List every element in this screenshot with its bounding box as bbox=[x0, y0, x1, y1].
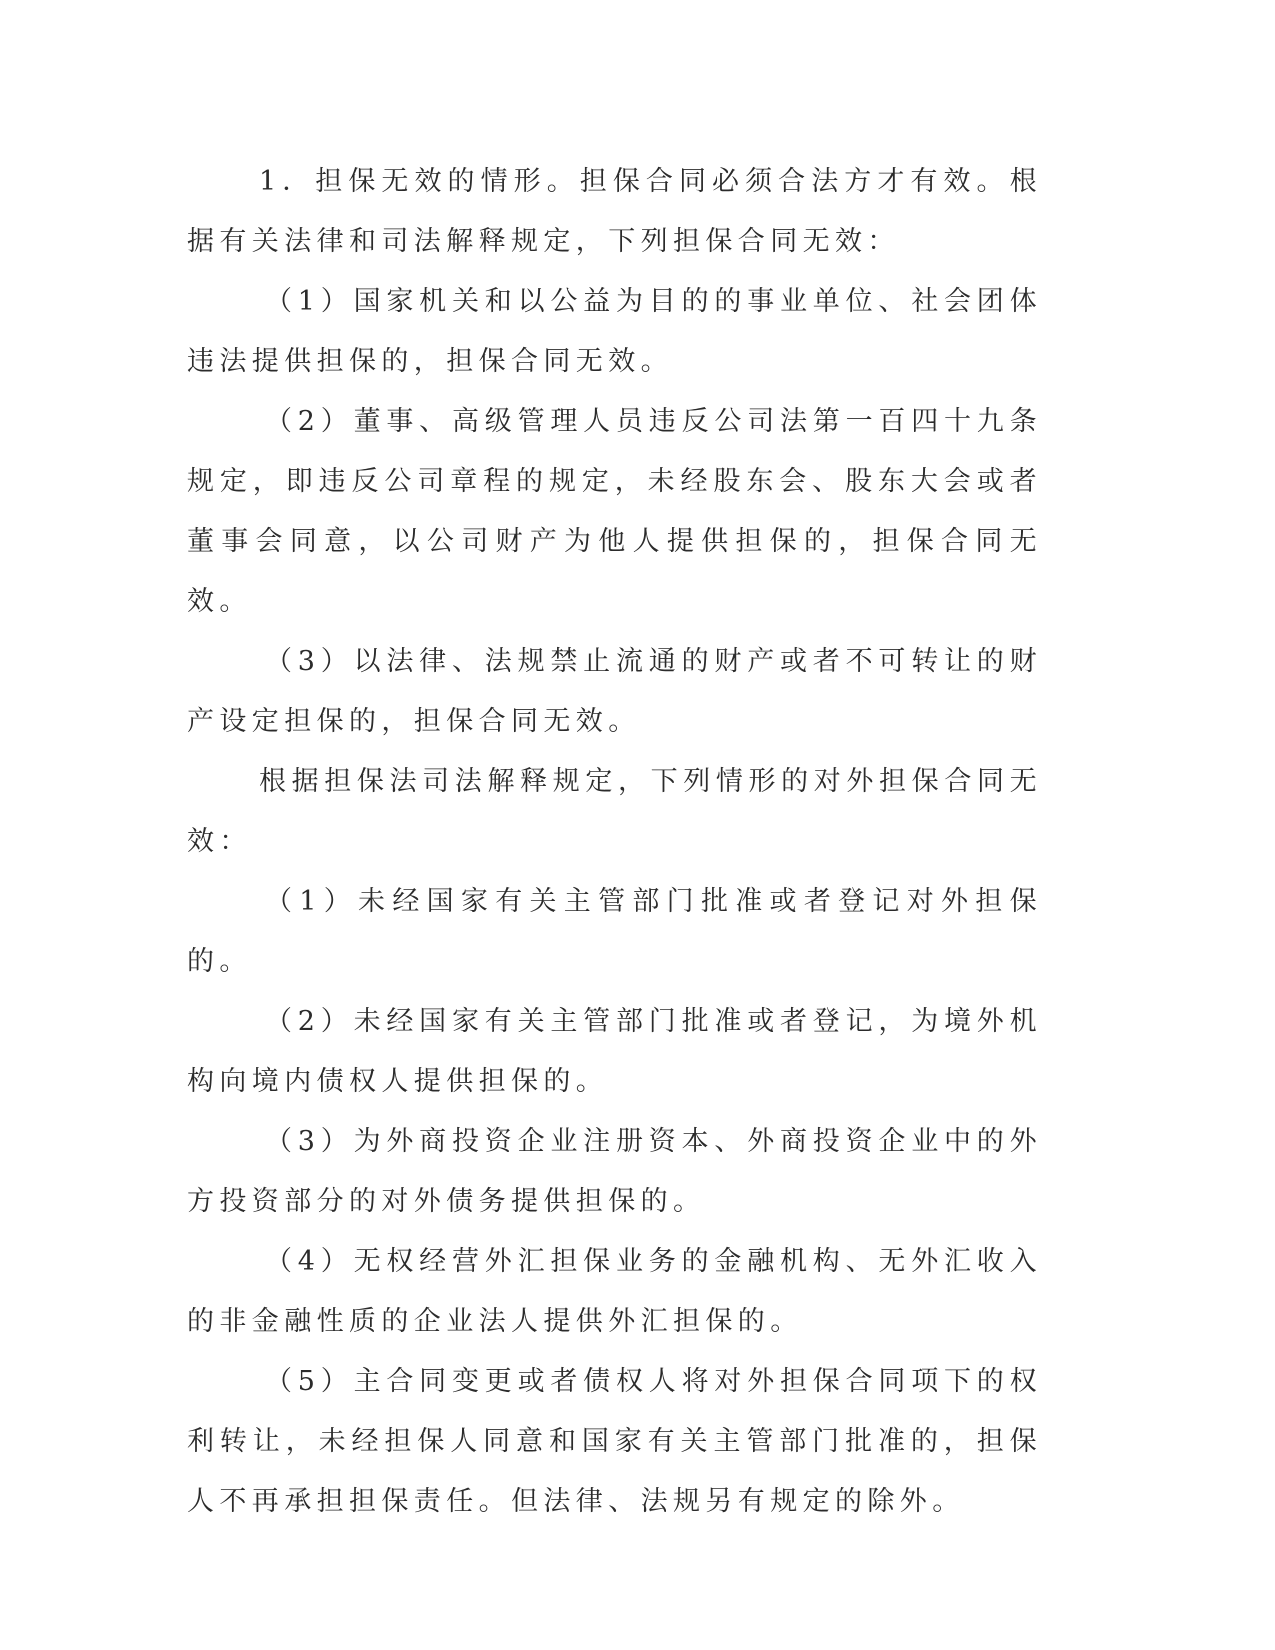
paragraph-invalid-guarantee-intro: 1．担保无效的情形。担保合同必须合法方才有效。根据有关法律和司法解释规定，下列担保合同无效： bbox=[187, 166, 1042, 257]
paragraph-foreign-item-2: （2）未经国家有关主管部门批准或者登记，为境外机构向境内债权人提供担保的。 bbox=[187, 1006, 1042, 1097]
paragraph-foreign-guarantee-intro: 根据担保法司法解释规定，下列情形的对外担保合同无效： bbox=[187, 766, 1042, 857]
paragraph-foreign-item-4: （4）无权经营外汇担保业务的金融机构、无外汇收入的非金融性质的企业法人提供外汇担保的。 bbox=[187, 1246, 1042, 1337]
paragraph-foreign-item-1: （1）未经国家有关主管部门批准或者登记对外担保的。 bbox=[187, 886, 1042, 977]
paragraph-item-1: （1）国家机关和以公益为目的的事业单位、社会团体违法提供担保的，担保合同无效。 bbox=[187, 286, 1042, 377]
document-body bbox=[187, 152, 1042, 1532]
paragraph-foreign-item-3: （3）为外商投资企业注册资本、外商投资企业中的外方投资部分的对外债务提供担保的。 bbox=[187, 1126, 1042, 1217]
paragraph-item-3: （3）以法律、法规禁止流通的财产或者不可转让的财产设定担保的，担保合同无效。 bbox=[187, 646, 1042, 737]
paragraph-item-2: （2）董事、高级管理人员违反公司法第一百四十九条规定，即违反公司章程的规定，未经股东会、股东大会或者董事会同意，以公司财产为他人提供担保的，担保合同无效。 bbox=[187, 406, 1042, 617]
paragraph-foreign-item-5: （5）主合同变更或者债权人将对外担保合同项下的权利转让，未经担保人同意和国家有关主管部门批准的，担保人不再承担担保责任。但法律、法规另有规定的除外。 bbox=[187, 1366, 1042, 1517]
